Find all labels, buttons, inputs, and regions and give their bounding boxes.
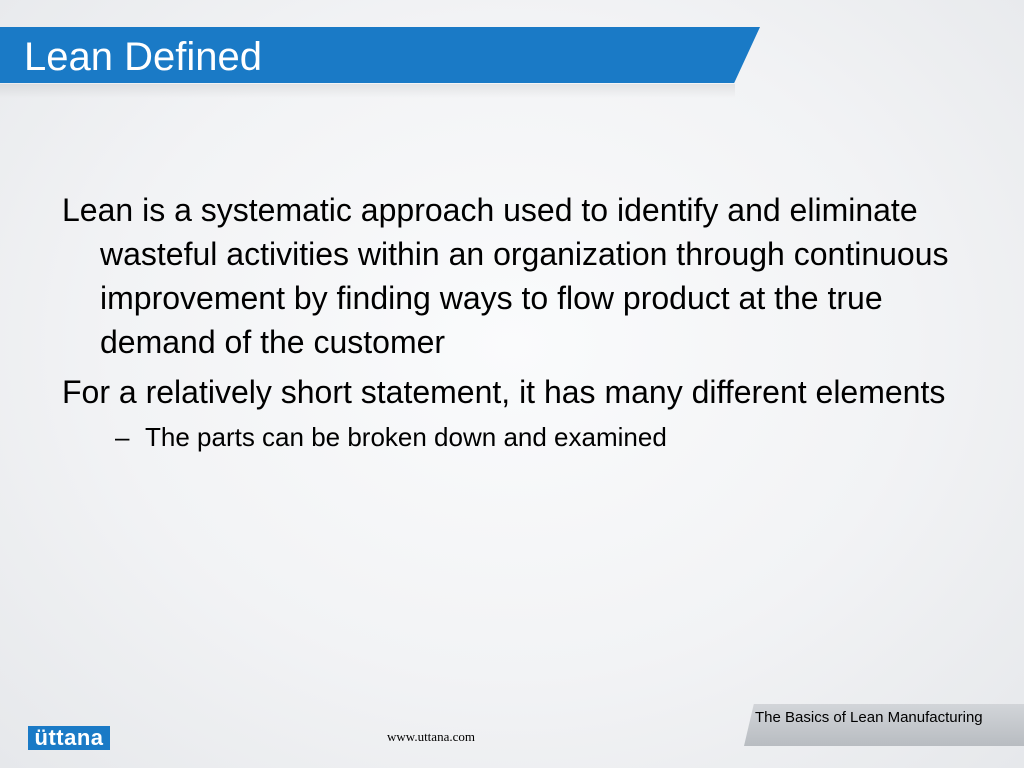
bullet-lean-definition: Lean is a systematic approach used to identify and eliminate wasteful activities within an organization through continuous improvement by finding ways to flow product at the true demand of the customer <box>62 192 949 360</box>
sub-bullet-text: The parts can be broken down and examined <box>145 422 667 452</box>
slide-title: Lean Defined <box>24 35 262 79</box>
presentation-title: The Basics of Lean Manufacturing <box>755 709 983 726</box>
sub-bullet-dash: – <box>115 422 130 452</box>
sub-bullet-parts <box>115 420 962 454</box>
slide-body <box>62 188 962 454</box>
bullet-many-elements: For a relatively short statement, it has many different elements <box>62 374 946 410</box>
title-band-shadow <box>0 84 735 98</box>
footer-url: www.uttana.com <box>387 729 475 744</box>
uttana-logo: üttana <box>28 726 110 750</box>
